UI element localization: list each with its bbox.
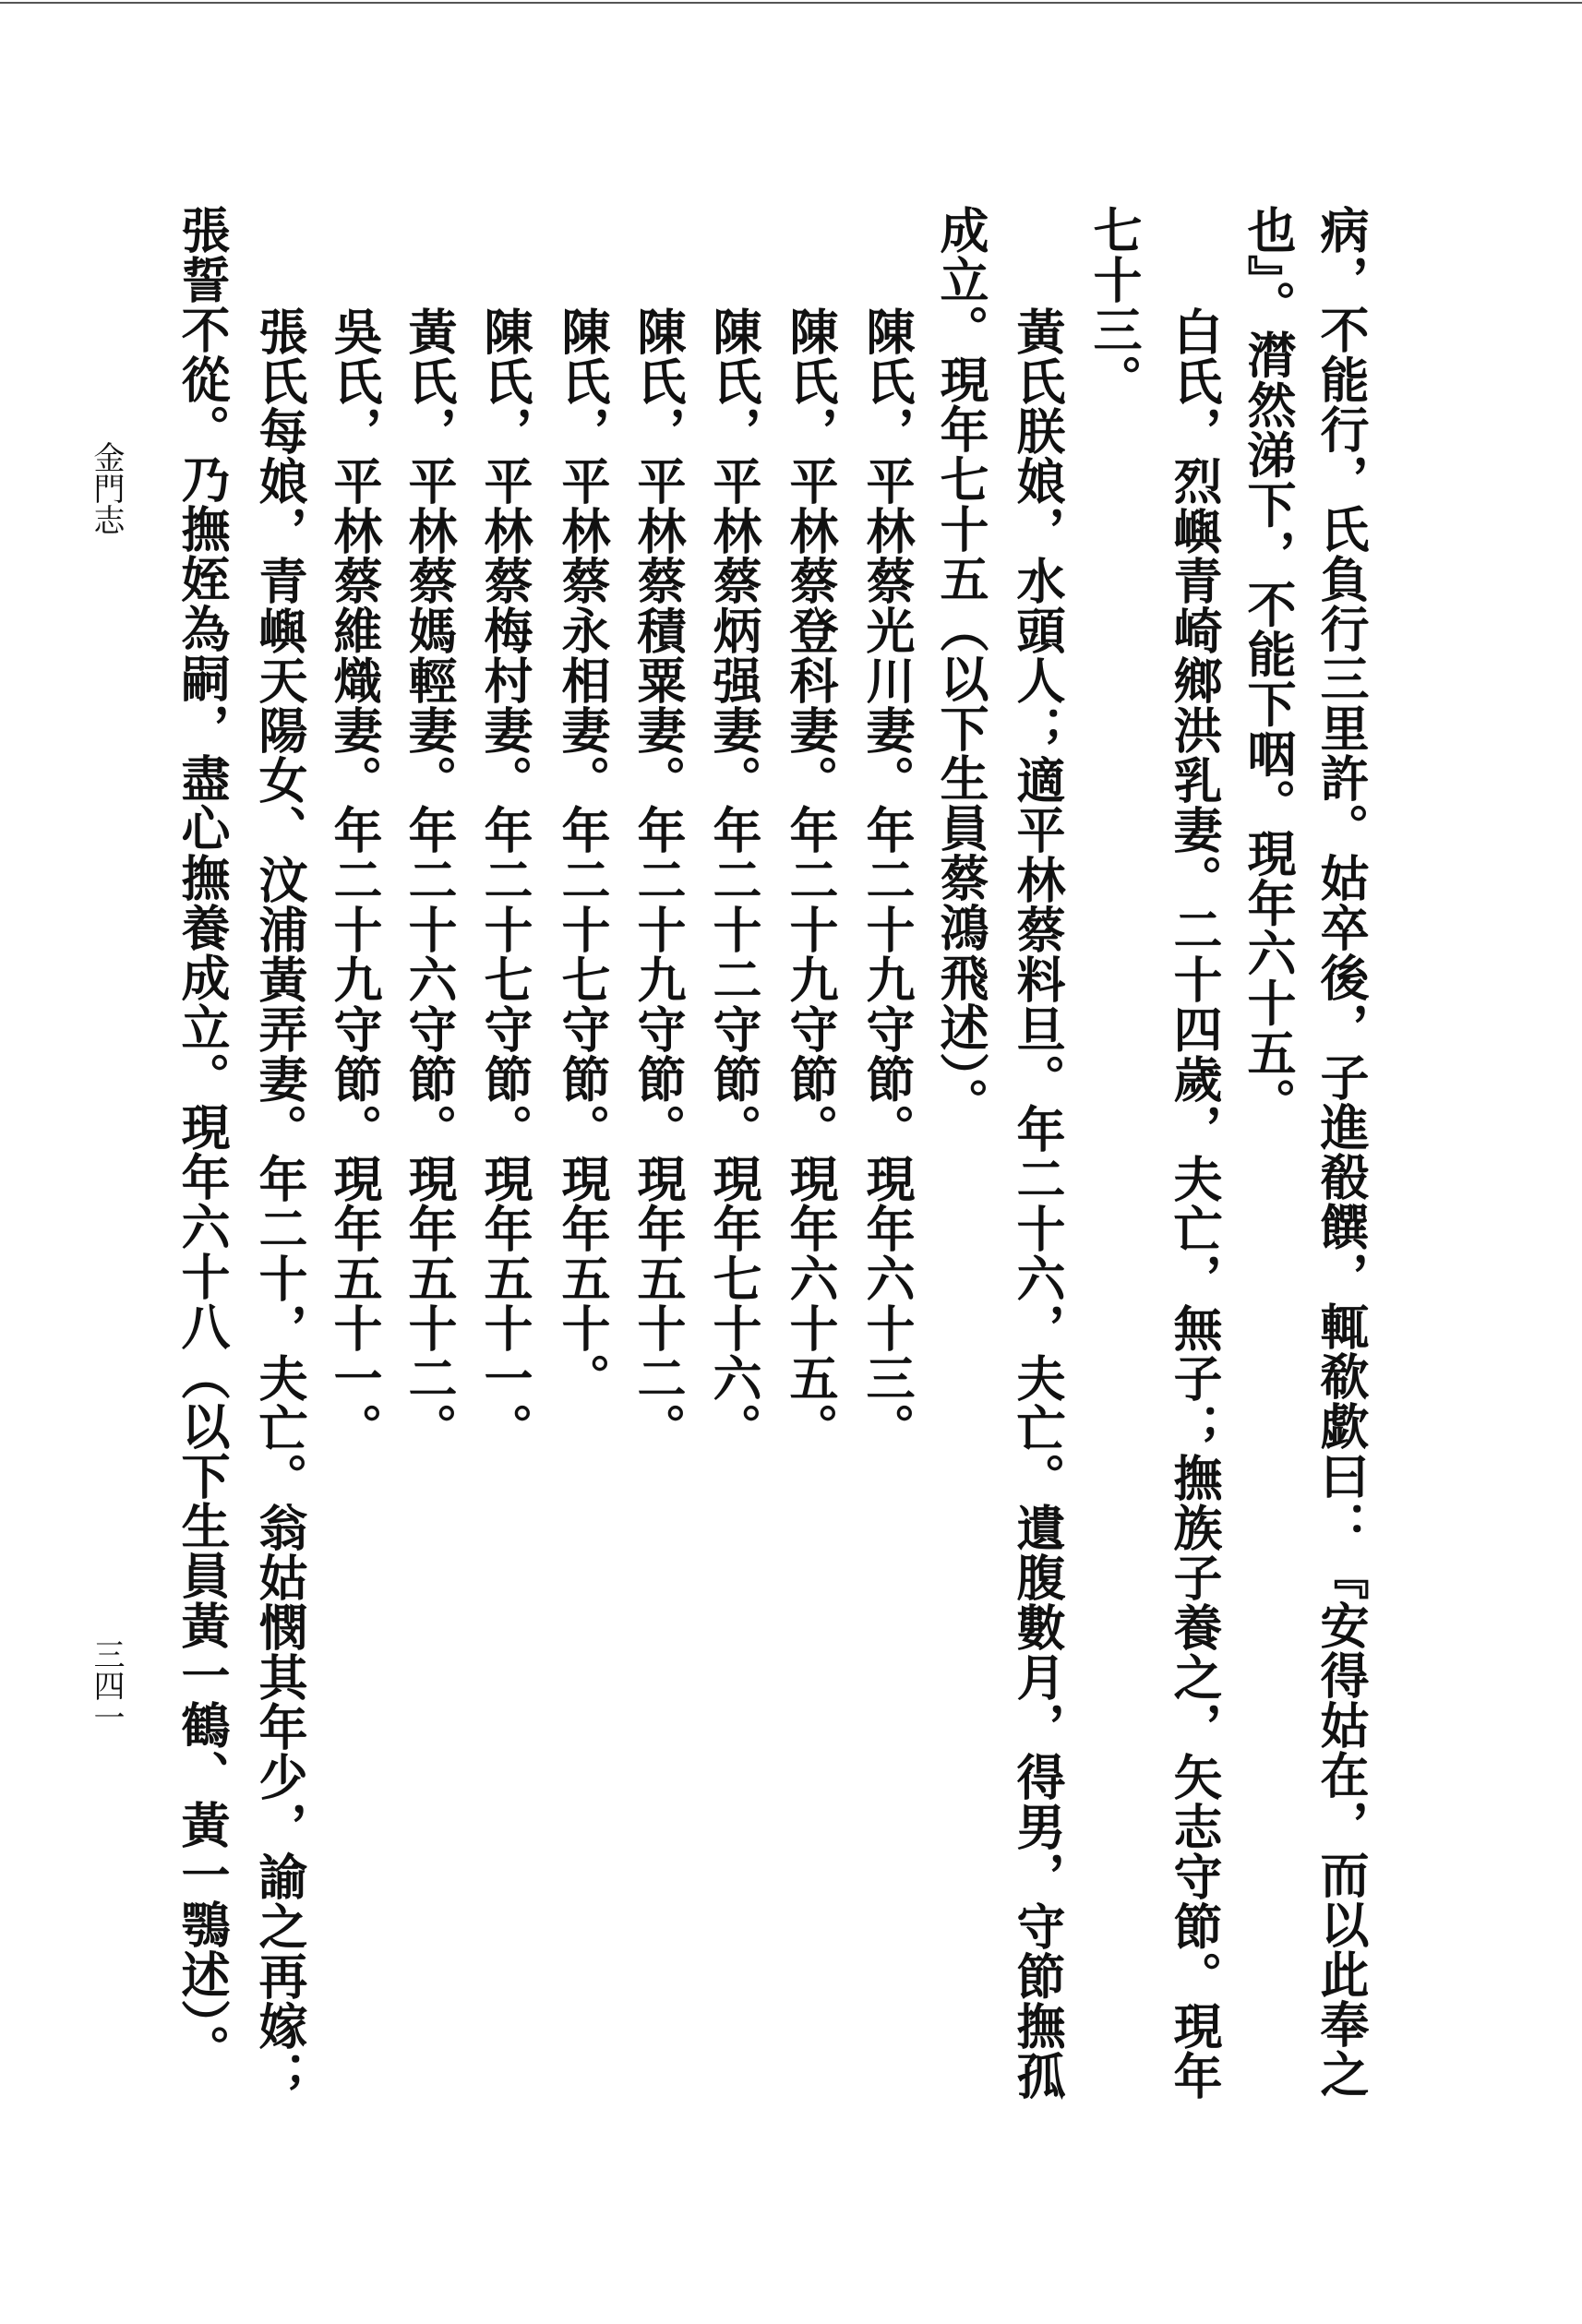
top-border-line xyxy=(0,2,1582,4)
page-number: 三四一 xyxy=(88,1638,125,1732)
text-column-1: 病，不能行，氏負行三里許。姑卒後，子進殽饌，輒欷歔曰：『安得姑在，而以此奉之 xyxy=(1312,205,1370,2099)
text-column-4: 七十三。 xyxy=(1085,205,1143,404)
text-column-2: 也』。潸然涕下，不能下咽。現年六十五。 xyxy=(1240,205,1297,1128)
text-column-6: 成立。現年七十五（以下生員蔡鴻飛述）。 xyxy=(932,205,989,1128)
text-column-11: 陳氏，平林蔡永相妻。年二十七守節。現年五十。 xyxy=(554,306,611,1403)
text-column-12: 陳氏，平林蔡梅村妻。年二十七守節。現年五十一。 xyxy=(476,306,533,1453)
text-column-10: 陳氏，平林蔡積粟妻。年二十九守節。現年五十二。 xyxy=(629,306,687,1453)
text-column-15: 張氏每娘，青嶼天陽女、汶浦黃弄妻。年二十，夫亡。翁姑憫其年少，諭之再嫁； xyxy=(251,306,308,2101)
text-column-9: 陳氏，平林蔡炳强妻。年二十二守節。現年七十六。 xyxy=(705,306,762,1453)
text-column-3: 白氏，烈嶼青崎鄉洪乳妻。二十四歲，夫亡，無子；撫族子養之，矢志守節。現年 xyxy=(1166,306,1223,2101)
text-column-5: 黃氏朕娘，水頭人；適平林蔡料旦。年二十六，夫亡。遺腹數月，得男，守節撫孤 xyxy=(1009,306,1066,2101)
text-column-8: 陳氏，平林蔡登科妻。年二十九守節。現年六十五。 xyxy=(782,306,839,1453)
text-column-14: 吳氏，平林蔡維熾妻。年二十九守節。現年五十一。 xyxy=(326,306,383,1453)
text-column-16: 張誓不從。乃撫姪為嗣，盡心撫養成立。現年六十八（以下生員黃一鶴、黃一鶚述）。 xyxy=(174,205,231,2075)
text-column-13: 黃氏，平林蔡媽輕妻。年二十六守節。現年五十二。 xyxy=(401,306,458,1453)
book-title: 金門志 xyxy=(88,441,125,535)
text-column-7: 陳氏，平林蔡光川妻。年二十九守節。現年六十三。 xyxy=(858,306,916,1453)
